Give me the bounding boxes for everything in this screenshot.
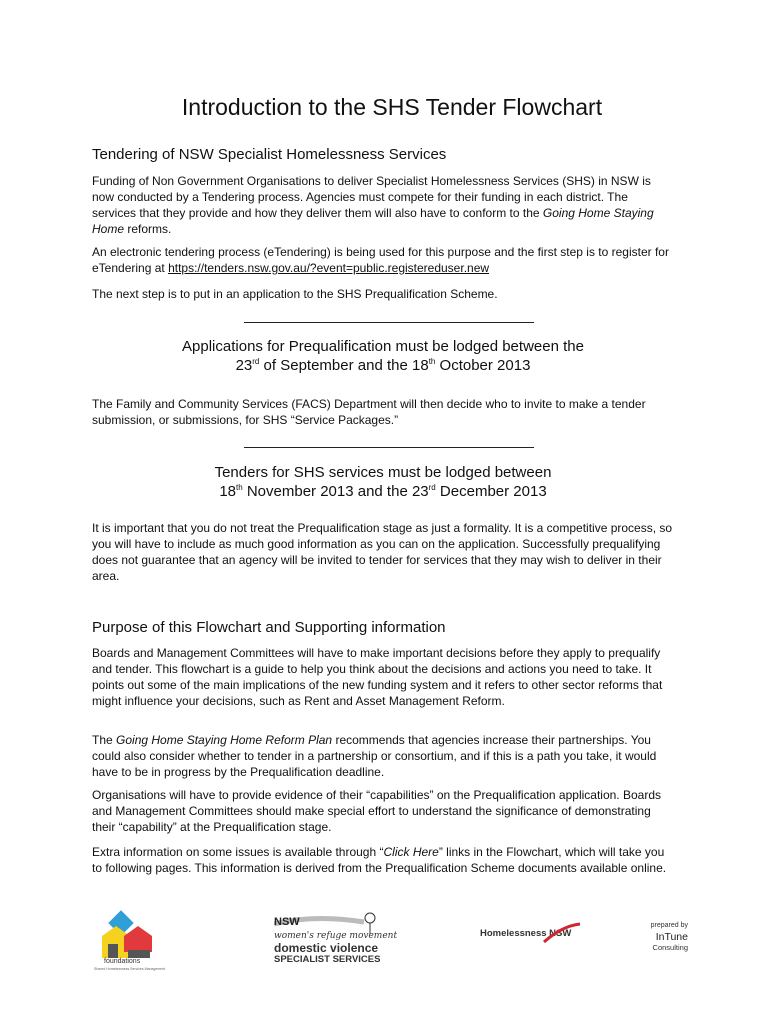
wrm-nsw: NSW xyxy=(274,916,300,928)
wrm-logo xyxy=(274,910,398,970)
paragraph-etendering xyxy=(92,244,674,276)
divider-2 xyxy=(244,447,534,448)
foundations-tagline: Shared Homelessness Services Management xyxy=(94,967,166,971)
reform-plan-italic: Going Home Staying Home Reform Plan xyxy=(116,733,333,747)
homelessness-nsw-swoosh-icon xyxy=(542,922,582,946)
wrm-line2: domestic violence xyxy=(274,941,379,955)
paragraph-prequal-importance: It is important that you do not treat the Prequalification stage as just a formality. It is a competitive process, so you will have to include as much good information as you can on the application. Successfully prequalifying does not guarantee that an agency will be invited to tender for services that they may wish to deliver in their area. xyxy=(92,521,673,583)
paragraph-extra-info xyxy=(92,844,674,876)
foundations-logo xyxy=(94,906,164,976)
foundations-logo-icon xyxy=(94,906,164,976)
section-heading-tendering: Tendering of NSW Specialist Homelessness Services xyxy=(92,146,447,163)
tender-end: December 2013 xyxy=(435,483,547,500)
paragraph-funding-end: reforms. xyxy=(124,222,172,236)
divider-1 xyxy=(244,322,534,323)
wrm-swoosh-icon xyxy=(274,910,394,940)
tender-line1: Tenders for SHS services must be lodged between xyxy=(214,464,552,481)
prequal-mid: of September and the xyxy=(259,357,412,374)
paragraph-reform-plan-text: recommends that agencies increase their partnerships. You could also consider whether to tender in a partnership or consortium, and if this is a path you take, it would have to be in progress by the Prequalification deadline. xyxy=(92,733,657,779)
wrm-line1: women's refuge movement xyxy=(274,931,398,941)
prepared-by-label: prepared by xyxy=(650,922,688,929)
tender-day2: 23 xyxy=(411,483,429,500)
intune-name: InTune xyxy=(655,931,688,943)
etendering-register-link[interactable]: https://tenders.nsw.gov.au/?event=public.registereduser.new xyxy=(168,261,490,275)
tender-deadline-heading xyxy=(92,463,674,501)
paragraph-etendering-text: An electronic tendering process (eTendering) is being used for this purpose and the first step is to register for eTendering at xyxy=(92,245,669,275)
paragraph-extra-info-text: ” links in the Flowchart, which will take you to following pages. This information is derived from the Prequalification Scheme documents available online. xyxy=(92,845,667,875)
tender-day1: 18 xyxy=(219,483,236,500)
paragraph-funding-text: Funding of Non Government Organisations to deliver Specialist Homelessness Services (SHS) in NSW is now conducted by a Tendering process. Agencies must compete for their funding in each district. The services that they provide and how they deliver them will also have to conform to the xyxy=(92,174,651,220)
prequal-day1: 23 xyxy=(235,357,253,374)
paragraph-extra-info-start: Extra information on some issues is available through “ xyxy=(92,845,384,859)
foundations-label: foundations xyxy=(104,958,141,965)
click-here-italic: Click Here xyxy=(383,845,439,859)
intune-logo xyxy=(628,922,688,962)
wrm-line3: SPECIALIST SERVICES xyxy=(274,954,381,965)
prequal-deadline-heading xyxy=(92,337,674,375)
paragraph-funding xyxy=(92,173,674,237)
paragraph-capabilities: Organisations will have to provide evidence of their “capabilities” on the Prequalification application. Boards and Management Committees should make special effort to understand the significance of demonstrating their “capability” at the Prequalification stage. xyxy=(92,788,661,834)
section-heading-purpose: Purpose of this Flowchart and Supporting information xyxy=(92,619,446,636)
homelessness-nsw-text: Homelessness NSW xyxy=(480,928,572,939)
page-title: Introduction to the SHS Tender Flowchart xyxy=(181,94,603,120)
tender-sup1: th xyxy=(236,483,243,492)
paragraph-reform-plan xyxy=(92,732,674,780)
prequal-sup1: rd xyxy=(252,357,260,366)
tender-sup2: rd xyxy=(428,483,436,492)
prequal-line1: Applications for Prequalification must be lodged between the xyxy=(182,338,584,355)
prequal-end: October 2013 xyxy=(435,357,531,374)
paragraph-next-step: The next step is to put in an application to the SHS Prequalification Scheme. xyxy=(92,287,498,301)
homelessness-nsw-logo xyxy=(480,924,590,948)
going-home-staying-home-italic: Going Home Staying Home xyxy=(92,206,654,236)
tender-mid: November 2013 and the xyxy=(242,483,412,500)
prequal-day2: 18 xyxy=(412,357,429,374)
paragraph-reform-plan-start: The xyxy=(92,733,117,747)
intune-consulting: Consulting xyxy=(652,943,688,952)
paragraph-facs: The Family and Community Services (FACS) Department will then decide who to invite to make a tender submission, or submissions, for SHS “Service Packages.” xyxy=(92,397,646,427)
prequal-sup2: th xyxy=(428,357,436,366)
paragraph-boards: Boards and Management Committees will have to make important decisions before they apply to prequalify and tender. This flowchart is a guide to help you think about the decisions and actions you need to take. It points out some of the main implications of the new funding system and it refers to other sector reforms that might influence your decisions, such as Rent and Asset Management Reform. xyxy=(92,646,663,708)
